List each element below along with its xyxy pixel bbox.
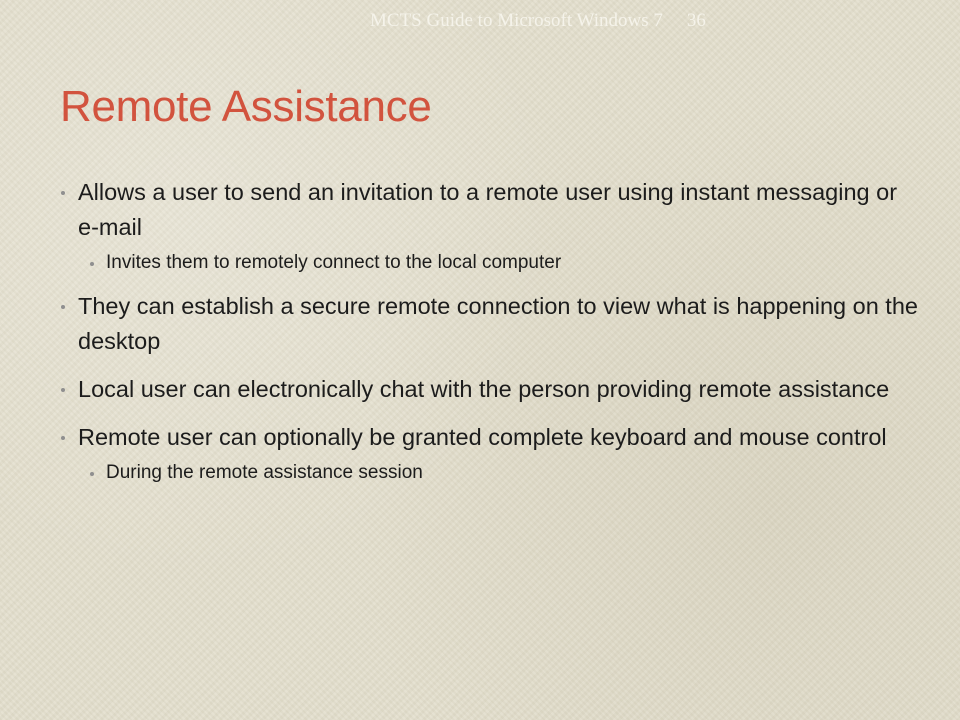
bullet-item: [60, 175, 920, 245]
bullet-list: [60, 175, 920, 499]
bullet-text: They can establish a secure remote connection to view what is happening on the desktop: [78, 293, 918, 354]
bullet-item: [60, 372, 920, 407]
slide-title: Remote Assistance: [60, 82, 432, 131]
course-title: MCTS Guide to Microsoft Windows 7: [370, 10, 663, 31]
sub-bullet-item: [60, 460, 920, 486]
slide-header: [370, 10, 706, 32]
bullet-dot-icon: [61, 191, 65, 195]
bullet-dot-icon: [61, 388, 65, 392]
sub-bullet-item: [60, 250, 920, 276]
bullet-dot-icon: [61, 305, 65, 309]
sub-bullet-text: During the remote assistance session: [106, 462, 423, 483]
bullet-text: Remote user can optionally be granted complete keyboard and mouse control: [78, 424, 887, 450]
bullet-dot-icon: [90, 472, 94, 476]
page-number: 36: [686, 10, 706, 31]
bullet-text: Local user can electronically chat with the person providing remote assistance: [78, 376, 890, 402]
bullet-item: [60, 420, 920, 455]
bullet-dot-icon: [90, 262, 94, 266]
bullet-text: Allows a user to send an invitation to a remote user using instant messaging or e-mail: [78, 179, 898, 240]
bullet-dot-icon: [61, 436, 65, 440]
bullet-item: [60, 289, 920, 359]
sub-bullet-text: Invites them to remotely connect to the local computer: [106, 252, 562, 273]
